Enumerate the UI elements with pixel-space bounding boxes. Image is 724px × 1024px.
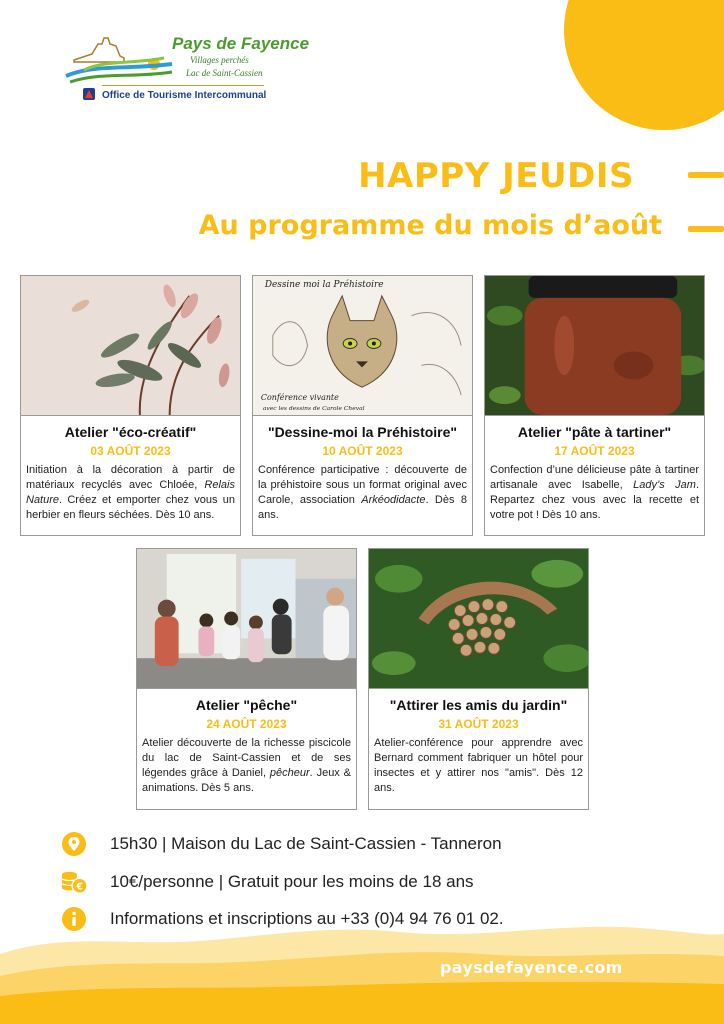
info-location-text: 15h30 | Maison du Lac de Saint-Cassien - Tanneron: [110, 834, 502, 853]
footer-website-link[interactable]: paysdefayence.com: [440, 958, 623, 977]
photo-insect-hotel: [369, 549, 588, 689]
location-pin-icon: [60, 830, 88, 858]
card-description: Atelier-conférence pour apprendre avec Bernard comment fabriquer un hôtel pour insectes et y attirer nos "amis". Dès 12 ans.: [374, 737, 583, 794]
svg-text:€: €: [76, 881, 83, 893]
photo-fishing-workshop: [137, 549, 356, 689]
card-title: "Dessine-moi la Préhistoire": [267, 424, 458, 440]
coins-euro-icon: [60, 868, 88, 896]
tourism-flag-icon: [82, 87, 96, 101]
logo-subtitle-1: Villages perchés: [190, 55, 249, 65]
card-description: Initiation à la décoration à partir de matériaux recyclés avec Chloée, Relais Nature. Créez et emporter chez vous un herbier en fleurs séchées. Dès 10 ans.: [26, 464, 235, 521]
event-card-eco-creatif: [20, 275, 241, 536]
card-title: "Attirer les amis du jardin": [389, 697, 568, 713]
logo: [64, 30, 310, 110]
info-location-row: [60, 830, 502, 858]
card-description: Atelier découverte de la richesse piscicole du lac de Saint-Cassien et de ses légendes grâce à Daniel, pêcheur. Jeux & animations. Dès 5 ans.: [142, 737, 351, 794]
event-card-peche: [136, 548, 357, 810]
logo-divider: [102, 85, 264, 86]
card-title: Atelier "pâte à tartiner": [517, 424, 672, 440]
card-description: Confection d’une délicieuse pâte à tartiner artisanale avec Isabelle, Lady’s Jam. Repartez chez vous avec la recette et votre pot ! Dès 10 ans.: [490, 464, 699, 521]
logo-title: Pays de Fayence: [172, 34, 310, 53]
image-caption-top: Dessine moi la Préhistoire: [264, 279, 384, 290]
card-title: Atelier "éco-créatif": [64, 424, 197, 440]
info-contact-text: Informations et inscriptions au +33 (0)4 94 76 01 02.: [110, 909, 504, 928]
event-card-amis-du-jardin: [368, 548, 589, 810]
card-date: 10 AOÛT 2023: [322, 444, 403, 458]
card-description: Conférence participative : découverte de la préhistoire sous un format original avec Carole, association Arkéodidacte. Dès 8 ans.: [258, 464, 467, 521]
card-date: 03 AOÛT 2023: [90, 444, 171, 458]
photo-dried-flowers: [21, 276, 240, 416]
card-date: 24 AOÛT 2023: [206, 717, 287, 731]
logo-subtitle-2: Lac de Saint-Cassien: [186, 68, 263, 78]
photo-jam-jar: [485, 276, 704, 416]
photo-lynx-drawing: [253, 276, 472, 416]
info-price-text: 10€/personne | Gratuit pour les moins de 18 ans: [110, 872, 474, 891]
card-date: 31 AOÛT 2023: [438, 717, 519, 731]
card-date: 17 AOÛT 2023: [554, 444, 635, 458]
info-price-row: [60, 868, 474, 896]
image-caption-bottom-2: avec les dessins de Carole Cheval: [262, 405, 365, 413]
event-card-pate-a-tartiner: [484, 275, 705, 536]
title-dash-2: [688, 226, 724, 232]
decorative-corner-circle: [564, 0, 724, 130]
card-title: Atelier "pêche": [195, 697, 298, 713]
page-title: HAPPY JEUDIS: [358, 156, 634, 196]
title-dash-1: [688, 172, 724, 178]
logo-landscape-icon: [64, 30, 174, 86]
page-subtitle: Au programme du mois d’août: [198, 210, 662, 241]
event-card-prehistoire: [252, 275, 473, 536]
logo-office-name: Office de Tourisme Intercommunal: [102, 90, 267, 101]
image-caption-bottom-1: Conférence vivante: [260, 393, 339, 403]
